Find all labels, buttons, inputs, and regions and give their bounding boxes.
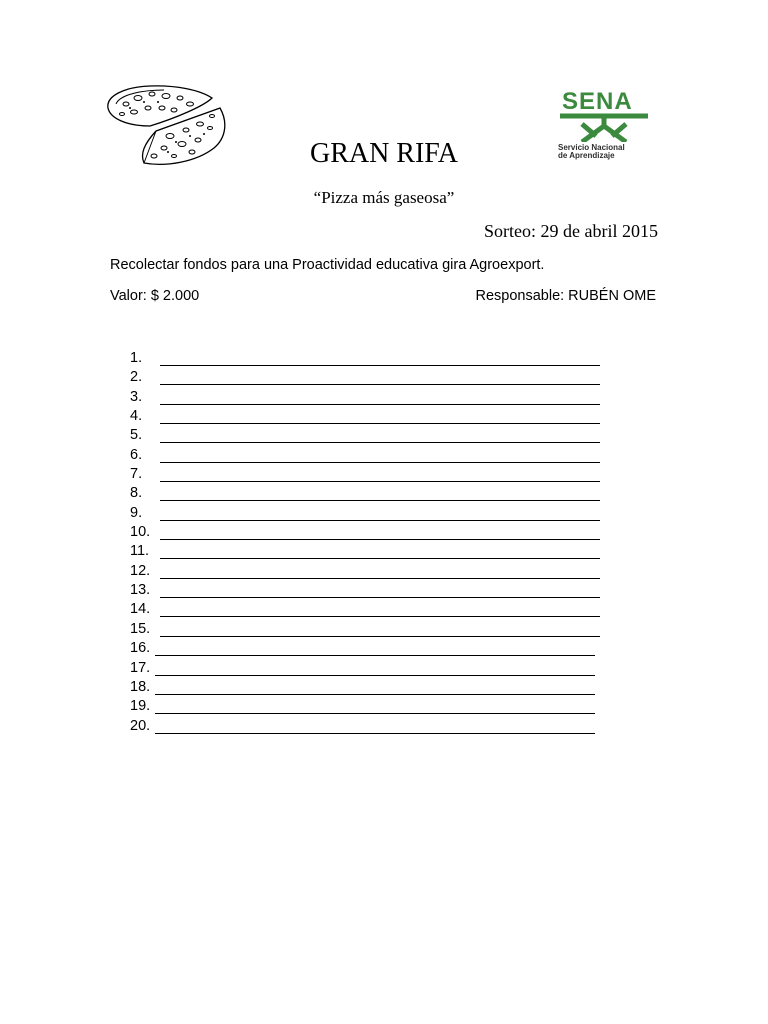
entry-number: 15. bbox=[130, 620, 151, 637]
entry-number: 12. bbox=[130, 562, 151, 579]
entry-blank-line[interactable] bbox=[160, 423, 600, 424]
entry-blank-line[interactable] bbox=[160, 442, 600, 443]
entry-blank-line[interactable] bbox=[160, 616, 600, 617]
entry-number: 10. bbox=[130, 524, 151, 541]
entry-number: 16. bbox=[130, 640, 151, 657]
entry-blank-line[interactable] bbox=[160, 558, 600, 559]
entry-number: 13. bbox=[130, 582, 151, 599]
entry-blank-line[interactable] bbox=[160, 597, 600, 598]
entry-blank-line[interactable] bbox=[160, 539, 600, 540]
logo-brand: SENA bbox=[562, 88, 633, 115]
entry-blank-line[interactable] bbox=[155, 713, 595, 714]
entry-number: 5. bbox=[130, 427, 143, 444]
page-subtitle: “Pizza más gaseosa” bbox=[313, 188, 455, 207]
entry-number: 14. bbox=[130, 601, 151, 618]
entry-blank-line[interactable] bbox=[160, 481, 600, 482]
entry-number: 1. bbox=[130, 350, 143, 366]
entry-number: 8. bbox=[130, 485, 143, 502]
entry-number: 18. bbox=[130, 678, 151, 695]
price-text: Valor: $ 2.000 bbox=[110, 288, 200, 304]
entry-number: 9. bbox=[130, 504, 143, 521]
logo-line-2: de Aprendizaje bbox=[558, 151, 615, 160]
entry-number: 19. bbox=[130, 698, 151, 715]
entry-blank-line[interactable] bbox=[155, 733, 595, 734]
entry-number: 2. bbox=[130, 369, 143, 386]
entry-number: 17. bbox=[130, 659, 151, 676]
entry-blank-line[interactable] bbox=[160, 578, 600, 579]
entry-number: 6. bbox=[130, 446, 143, 463]
responsible-text: Responsable: RUBÉN OME bbox=[475, 288, 656, 304]
entry-number: 4. bbox=[130, 408, 143, 425]
entry-blank-line[interactable] bbox=[160, 462, 600, 463]
entry-number: 11. bbox=[130, 543, 150, 560]
entry-blank-line[interactable] bbox=[155, 675, 595, 676]
entry-blank-line[interactable] bbox=[155, 655, 595, 656]
page-title: GRAN RIFA bbox=[309, 138, 459, 169]
entry-number: 7. bbox=[130, 466, 143, 483]
entry-blank-line[interactable] bbox=[160, 520, 600, 521]
entry-blank-line[interactable] bbox=[160, 404, 600, 405]
entry-blank-line[interactable] bbox=[160, 365, 600, 366]
purpose-text: Recolectar fondos para una Proactividad educativa gira Agroexport. bbox=[110, 257, 545, 273]
logo-line-1: Servicio Nacional bbox=[558, 143, 625, 152]
entry-blank-line[interactable] bbox=[160, 384, 600, 385]
entry-blank-line[interactable] bbox=[160, 500, 600, 501]
entry-number: 20. bbox=[130, 717, 151, 734]
entry-blank-line[interactable] bbox=[160, 636, 600, 637]
entry-blank-line[interactable] bbox=[155, 694, 595, 695]
entry-number: 3. bbox=[130, 388, 143, 405]
draw-date: Sorteo: 29 de abril 2015 bbox=[484, 221, 658, 241]
